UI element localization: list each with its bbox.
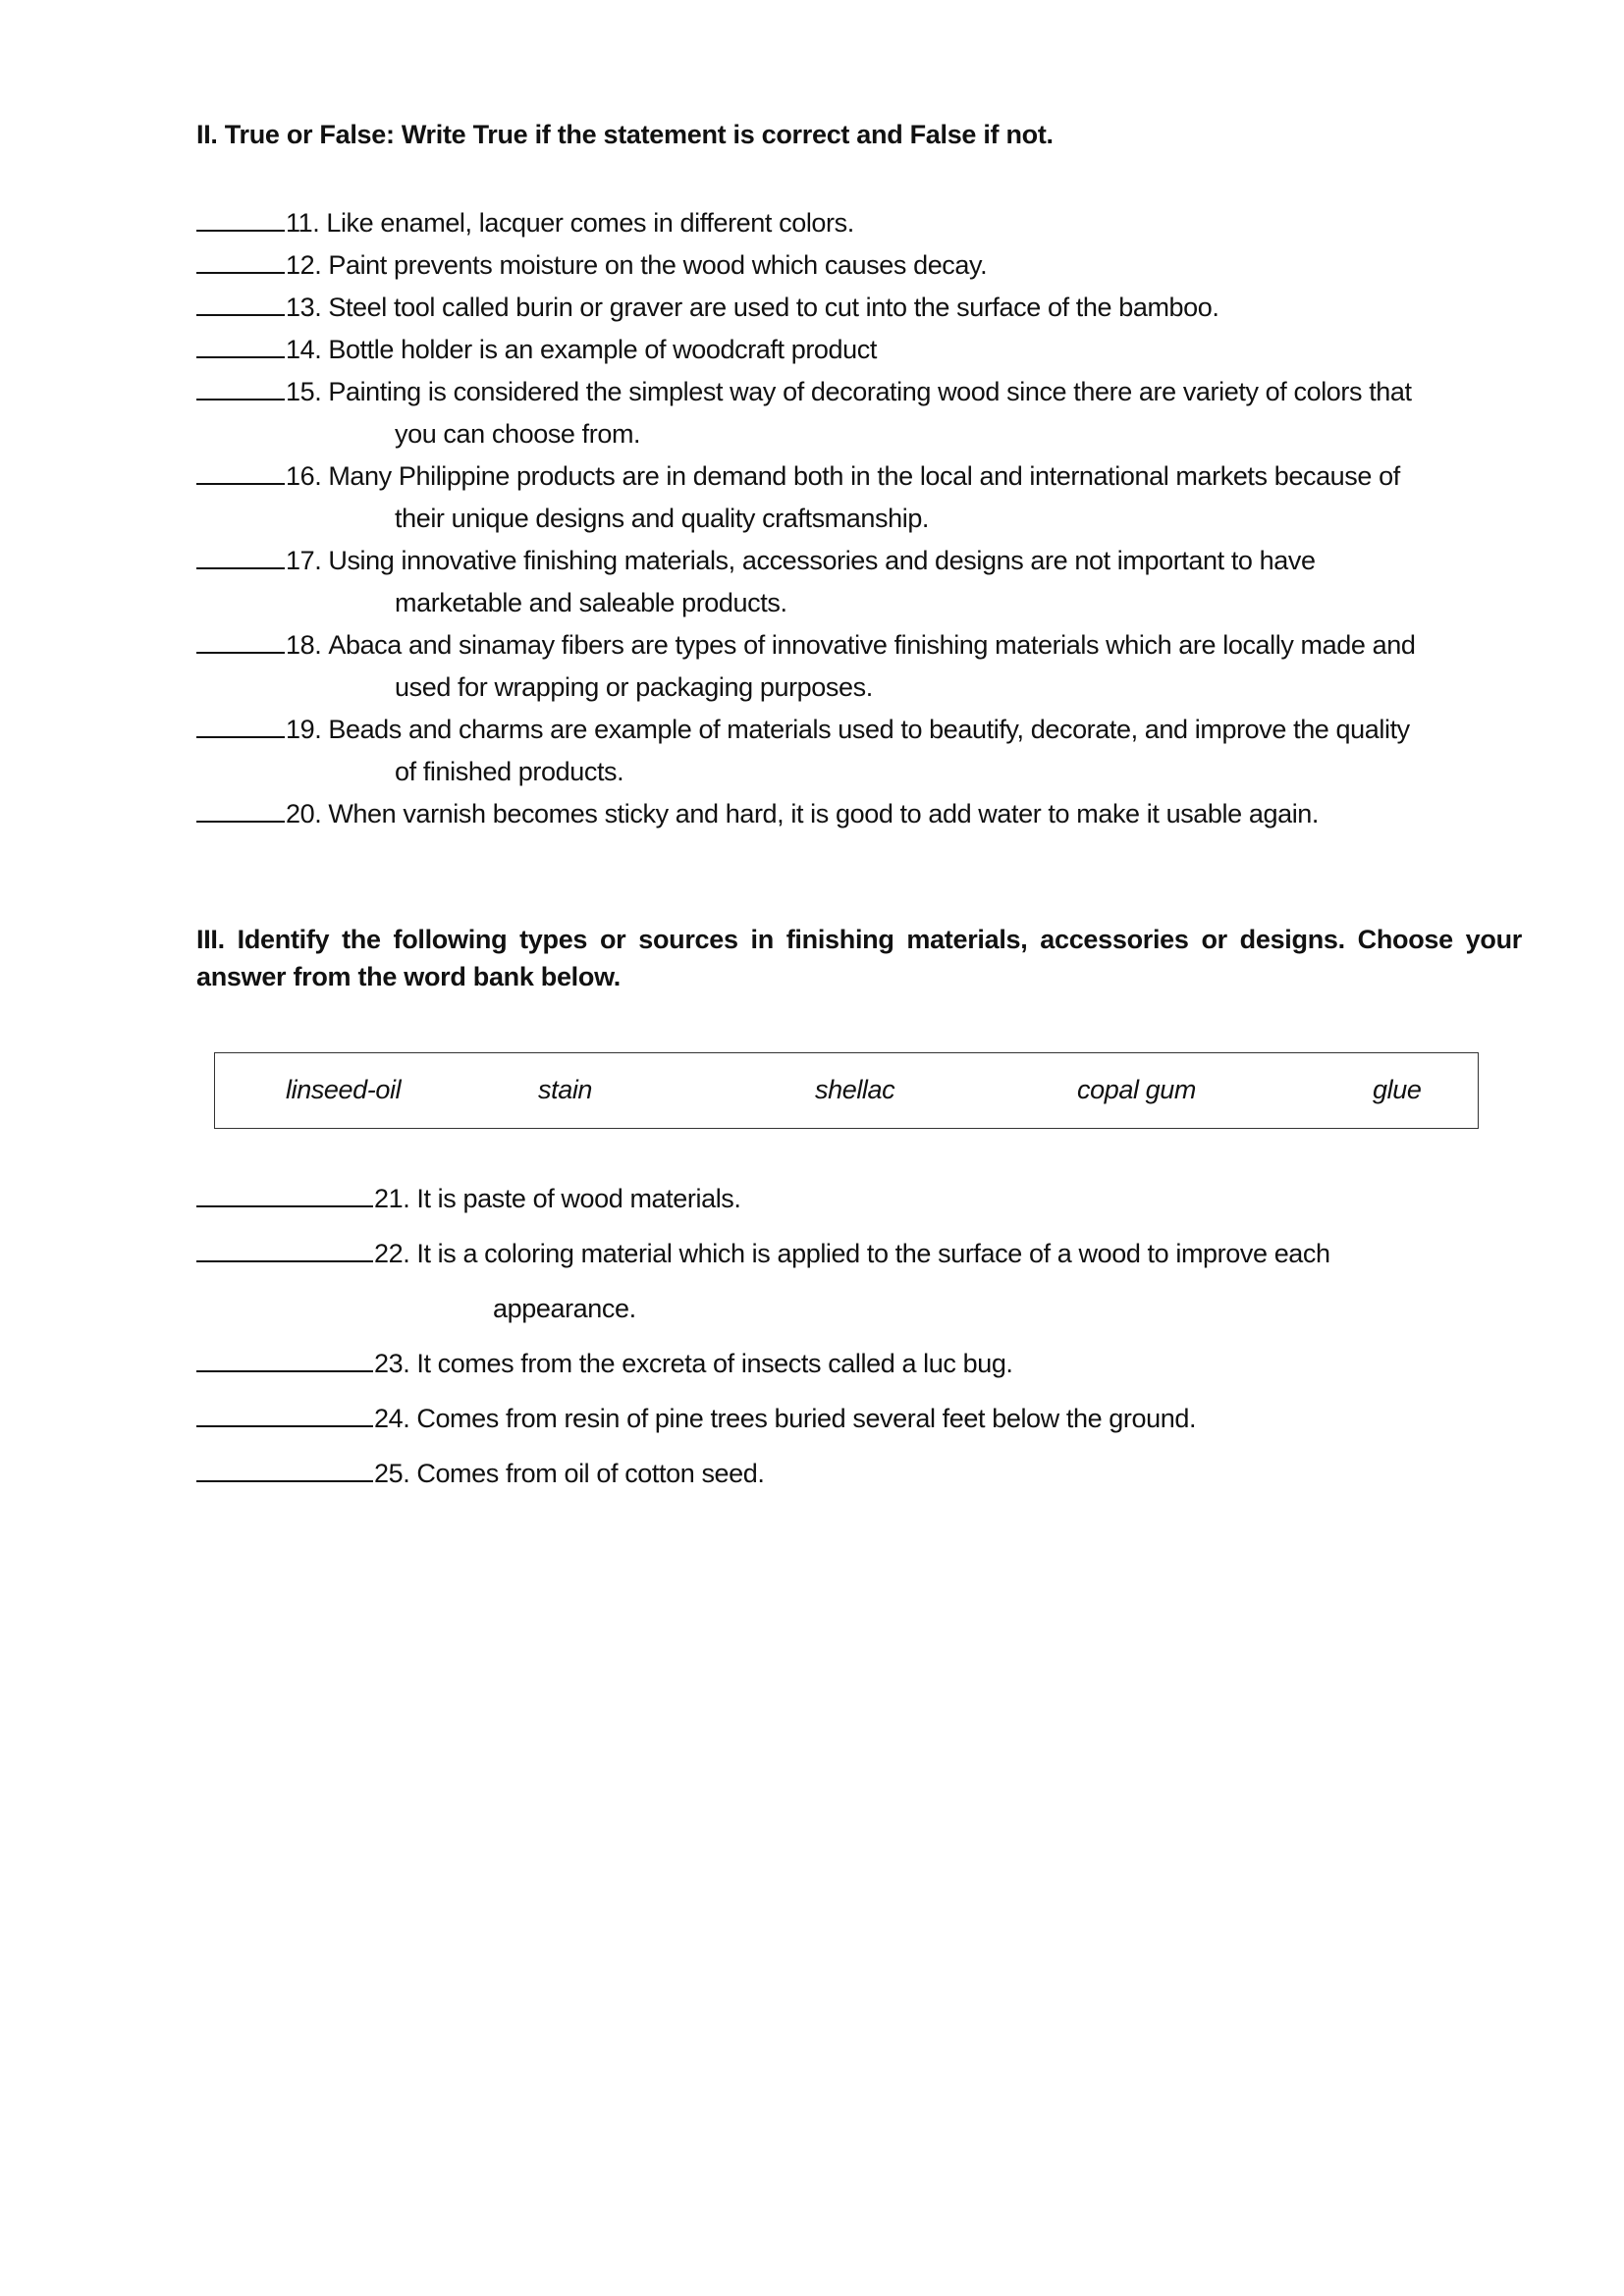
answer-blank[interactable] (196, 1396, 373, 1427)
item-text: Using innovative finishing materials, accessories and designs are not important to have (328, 546, 1316, 575)
item-number: 16. (286, 461, 322, 491)
item-text-continuation: of finished products. (395, 757, 624, 786)
item-number: 23. (374, 1349, 410, 1378)
item-text: Abaca and sinamay fibers are types of innovative finishing materials which are locally made and (328, 630, 1416, 660)
answer-blank[interactable] (196, 1231, 373, 1262)
id-item-24 (196, 1396, 1532, 1440)
item-number: 11. (286, 208, 320, 238)
answer-blank[interactable] (196, 622, 285, 654)
section-3-heading: III. Identify the following types or sources in finishing materials, accessories or designs. Choose your answer from the word bank below. (196, 925, 1522, 991)
answer-blank[interactable] (196, 707, 285, 738)
item-text: When varnish becomes sticky and hard, it is good to add water to make it usable again. (328, 799, 1320, 828)
tf-item-20 (196, 791, 1532, 835)
item-number: 20. (286, 799, 322, 828)
item-number: 14. (286, 335, 322, 364)
section-2-heading: II. True or False: Write True if the statement is correct and False if not. (196, 120, 1054, 149)
item-text-continuation: you can choose from. (395, 419, 641, 449)
answer-blank[interactable] (196, 791, 285, 823)
item-number: 24. (374, 1404, 410, 1433)
item-number: 21. (374, 1184, 410, 1213)
item-text-continuation: their unique designs and quality craftsmanship. (395, 504, 930, 533)
answer-blank[interactable] (196, 538, 285, 569)
tf-item-15 (196, 369, 1532, 455)
word-bank-item: copal gum (1077, 1075, 1196, 1104)
word-bank-item: shellac (815, 1075, 895, 1104)
item-number: 13. (286, 293, 322, 322)
item-text: Steel tool called burin or graver are used to cut into the surface of the bamboo. (328, 293, 1219, 322)
answer-blank[interactable] (196, 454, 285, 485)
item-number: 22. (374, 1239, 410, 1268)
id-item-22 (196, 1231, 1532, 1330)
answer-blank[interactable] (196, 200, 285, 232)
item-text: It is a coloring material which is applied to the surface of a wood to improve each (416, 1239, 1330, 1268)
word-bank-item: glue (1373, 1075, 1422, 1104)
item-text: Beads and charms are example of materials used to beautify, decorate, and improve the quality (328, 715, 1410, 744)
item-text: Comes from oil of cotton seed. (416, 1459, 765, 1488)
answer-blank[interactable] (196, 369, 285, 400)
word-bank-item: stain (538, 1075, 593, 1104)
word-bank-item: linseed-oil (286, 1075, 402, 1104)
tf-item-16 (196, 454, 1532, 540)
item-number: 12. (286, 250, 322, 280)
tf-item-11 (196, 200, 1532, 244)
id-item-23 (196, 1341, 1532, 1385)
answer-blank[interactable] (196, 285, 285, 316)
item-number: 19. (286, 715, 322, 744)
item-text: Paint prevents moisture on the wood which causes decay. (328, 250, 988, 280)
id-item-25 (196, 1451, 1532, 1495)
word-bank (214, 1052, 1479, 1129)
item-text: Comes from resin of pine trees buried several feet below the ground. (416, 1404, 1197, 1433)
item-number: 18. (286, 630, 322, 660)
item-number: 17. (286, 546, 322, 575)
id-item-21 (196, 1176, 1532, 1220)
item-text-continuation: marketable and saleable products. (395, 588, 787, 617)
answer-blank[interactable] (196, 1451, 373, 1482)
item-text-continuation: used for wrapping or packaging purposes. (395, 672, 873, 702)
item-text: Like enamel, lacquer comes in different colors. (326, 208, 854, 238)
item-text: Bottle holder is an example of woodcraft product (328, 335, 877, 364)
item-number: 15. (286, 377, 322, 406)
answer-blank[interactable] (196, 1176, 373, 1207)
tf-item-18 (196, 622, 1532, 709)
answer-blank[interactable] (196, 242, 285, 274)
item-number: 25. (374, 1459, 410, 1488)
answer-blank[interactable] (196, 1341, 373, 1372)
item-text: It comes from the excreta of insects called a luc bug. (416, 1349, 1013, 1378)
tf-item-17 (196, 538, 1532, 624)
item-text: Many Philippine products are in demand both in the local and international markets because of (328, 461, 1400, 491)
answer-blank[interactable] (196, 327, 285, 358)
item-text: It is paste of wood materials. (416, 1184, 741, 1213)
item-text: Painting is considered the simplest way of decorating wood since there are variety of colors that (328, 377, 1412, 406)
item-text-continuation: appearance. (493, 1294, 636, 1323)
tf-item-12 (196, 242, 1532, 287)
tf-item-13 (196, 285, 1532, 329)
tf-item-14 (196, 327, 1532, 371)
tf-item-19 (196, 707, 1532, 793)
